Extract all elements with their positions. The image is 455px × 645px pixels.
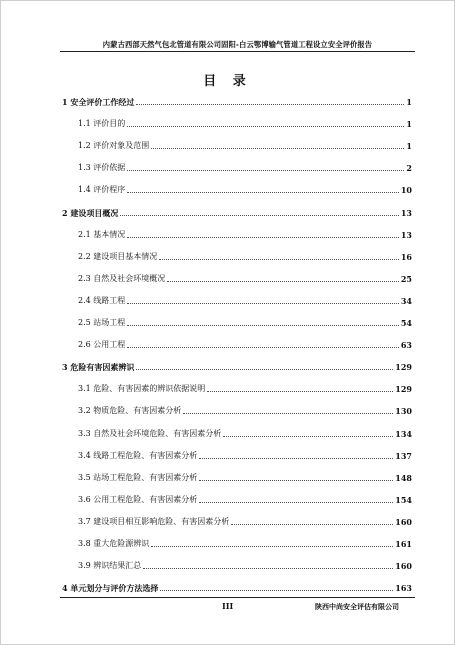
toc-entry-page: 54 (400, 318, 412, 328)
toc-entry-label: 1.4 评价程序 (78, 185, 126, 195)
toc-dot-leader (223, 436, 393, 437)
toc-entry-label: 1.2 评价对象及范围 (78, 141, 150, 151)
toc-entry[interactable] (78, 513, 412, 527)
page-title: 目 录 (203, 74, 252, 89)
toc-entry[interactable] (78, 402, 412, 416)
toc-entry-label: 4 单元划分与评价方法选择 (62, 583, 159, 594)
toc-entry[interactable] (78, 314, 412, 328)
toc-entry-page: 1 (406, 119, 412, 130)
toc-dot-leader (127, 126, 404, 127)
toc-entry-page: 16 (400, 251, 412, 262)
toc-entry[interactable] (78, 380, 412, 394)
toc-entry[interactable] (78, 115, 412, 129)
toc-entry-label: 3.6 公用工程危险、有害因素分析 (78, 494, 198, 504)
toc-dot-leader (127, 325, 399, 326)
toc-entry-label: 1.3 评价依据 (78, 163, 126, 173)
toc-entry[interactable] (62, 579, 412, 593)
footer-page-number: III (222, 601, 234, 611)
toc-entry-label: 2.3 自然及社会环境概况 (78, 273, 166, 283)
toc-entry[interactable] (78, 292, 412, 306)
toc-entry-page: 148 (395, 472, 412, 483)
toc-entry-label: 2.2 建设项目基本情况 (78, 251, 158, 261)
toc-dot-leader (127, 347, 399, 348)
toc-entry-label: 3.3 自然及社会环境危险、有害因素分析 (78, 428, 222, 438)
toc-dot-leader (127, 192, 399, 193)
toc-entry-label: 3.8 重大危险源辨识 (78, 539, 150, 548)
toc-dot-leader (127, 237, 399, 238)
toc-entry-label: 2.1 基本情况 (78, 229, 126, 239)
toc-entry-label: 2.4 线路工程 (78, 295, 126, 305)
page-border (0, 0, 1, 645)
toc-entry-page: 63 (400, 340, 412, 351)
toc-entry-page: 13 (400, 207, 412, 218)
toc-entry[interactable] (78, 491, 412, 505)
toc-entry-page: 137 (395, 450, 412, 461)
toc-entry-page: 163 (395, 583, 412, 594)
toc-entry-page: 34 (400, 295, 412, 306)
toc-dot-leader (136, 104, 404, 105)
toc-entry-label: 3.2 物质危险、有害因素分析 (78, 406, 182, 416)
toc-dot-leader (199, 458, 393, 459)
toc-dot-leader (136, 369, 393, 370)
toc-dot-leader (120, 215, 399, 216)
toc-entry-page: 1 (406, 141, 412, 152)
toc-entry-page: 160 (395, 516, 412, 527)
toc-dot-leader (183, 413, 393, 414)
toc-entry-page: 25 (400, 273, 412, 284)
toc-entry-label: 1 安全评价工作经过 (62, 97, 135, 107)
toc-dot-leader (231, 524, 393, 525)
toc-entry[interactable] (78, 181, 412, 195)
toc-entry-label: 3 危险有害因素辨识 (62, 362, 135, 373)
toc-entry-label: 3.5 站场工程危险、有害因素分析 (78, 472, 198, 482)
toc-dot-leader (160, 590, 393, 591)
toc-entry[interactable] (78, 469, 412, 483)
page-border (0, 0, 455, 1)
toc-dot-leader (127, 303, 399, 304)
toc-entry[interactable] (78, 336, 412, 350)
toc-entry-page: 10 (400, 185, 412, 196)
toc-entry-label: 2.6 公用工程 (78, 340, 126, 350)
toc-entry[interactable] (78, 425, 412, 439)
footer-rule (60, 597, 415, 598)
toc-entry[interactable] (78, 159, 412, 173)
toc-entry-label: 3.9 辨识结果汇总 (78, 561, 142, 571)
toc-entry-page: 129 (395, 384, 412, 395)
toc-entry[interactable] (78, 248, 412, 262)
toc-dot-leader (143, 568, 393, 569)
toc-entry-label: 3.1 危险、有害因素的辨识依据说明 (78, 384, 206, 394)
toc-entry[interactable] (78, 557, 412, 571)
toc-entry-page: 161 (395, 539, 412, 549)
toc-entry[interactable] (78, 447, 412, 461)
footer-company-name: 陕西中尚安全评估有限公司 (315, 602, 399, 611)
toc-entry-label: 2.5 站场工程 (78, 318, 126, 327)
toc-entry[interactable] (62, 204, 412, 218)
toc-entry-label: 1.1 评价目的 (78, 119, 126, 129)
toc-entry-page: 2 (406, 163, 412, 174)
toc-entry-page: 160 (395, 561, 412, 572)
toc-dot-leader (199, 502, 393, 503)
toc-entry-page: 129 (395, 362, 412, 373)
toc-entry[interactable] (78, 535, 412, 549)
toc-entry-label: 2 建设项目概况 (62, 207, 119, 218)
toc-entry[interactable] (78, 137, 412, 151)
toc-entry[interactable] (78, 270, 412, 284)
toc-dot-leader (151, 148, 404, 149)
toc-dot-leader (159, 259, 399, 260)
header-rule (60, 51, 415, 52)
toc-dot-leader (127, 170, 404, 171)
toc-entry-page: 154 (395, 494, 412, 505)
toc-dot-leader (151, 546, 393, 547)
toc-dot-leader (199, 480, 393, 481)
toc-entry-label: 3.7 建设项目相互影响危险、有害因素分析 (78, 516, 230, 526)
toc-entry-page: 1 (406, 97, 412, 107)
toc-dot-leader (167, 281, 399, 282)
toc-entry-label: 3.4 线路工程危险、有害因素分析 (78, 450, 198, 460)
toc-entry-page: 134 (395, 428, 412, 439)
toc-entry[interactable] (78, 226, 412, 240)
running-header-title: 内蒙古西部天然气包北管道有限公司固阳-白云鄂博输气管道工程设立安全评价报告 (102, 40, 373, 49)
toc-entry[interactable] (62, 93, 412, 107)
toc-entry-page: 130 (395, 406, 412, 417)
toc-dot-leader (207, 391, 393, 392)
toc-entry[interactable] (62, 358, 412, 372)
toc-entry-page: 13 (400, 229, 412, 240)
